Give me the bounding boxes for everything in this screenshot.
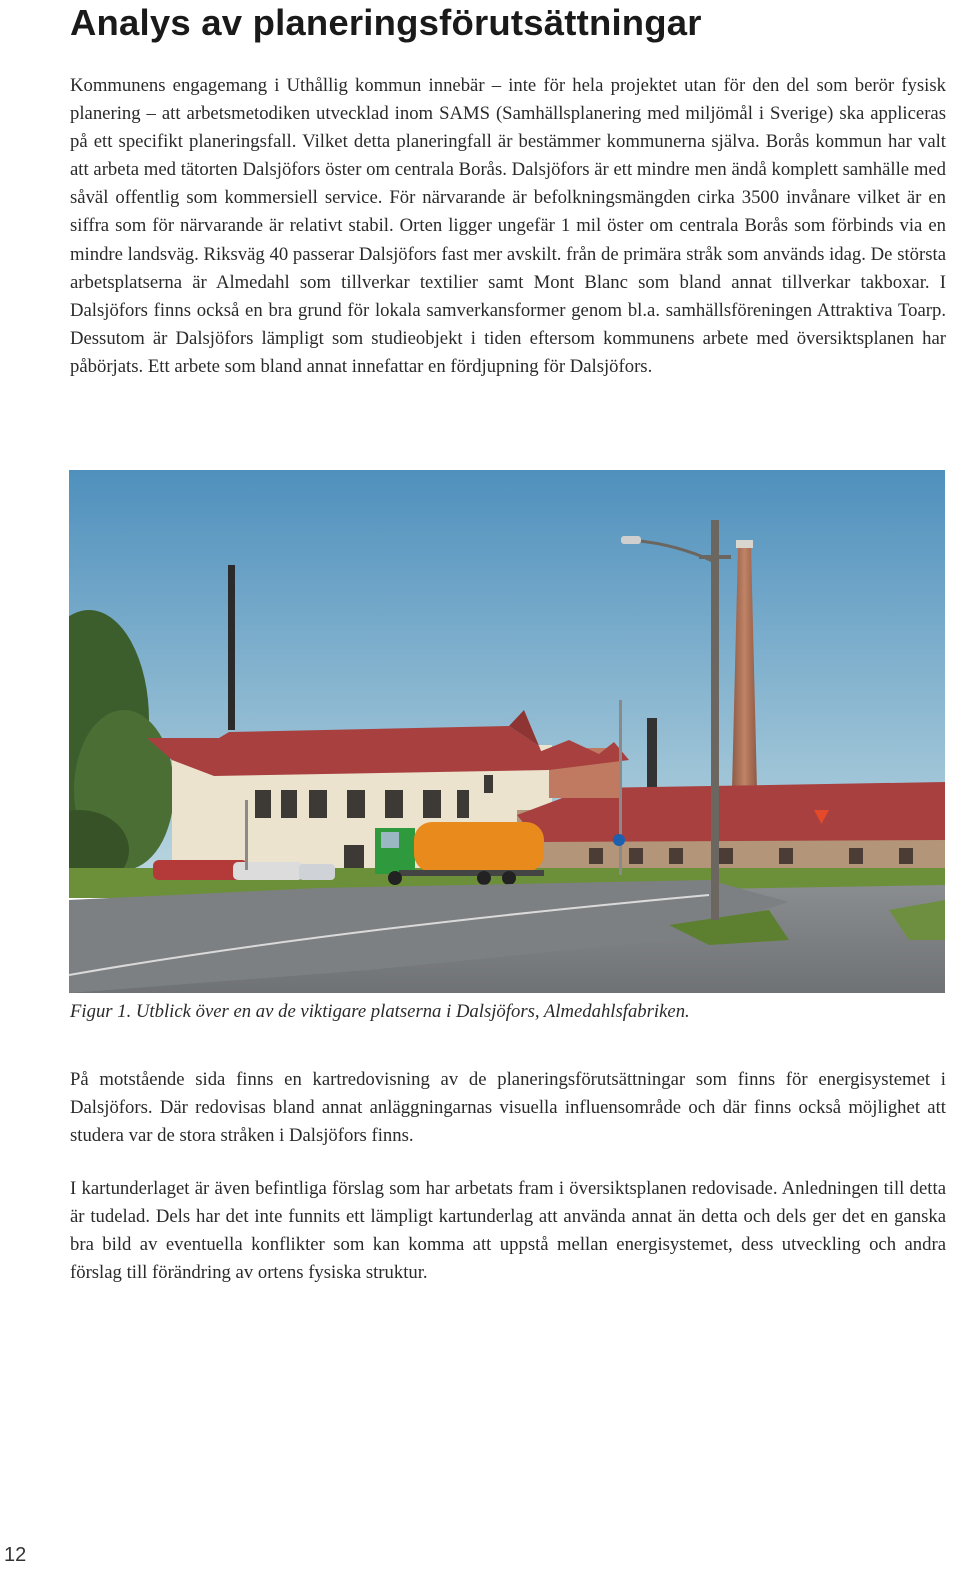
intro-paragraph: Kommunens engagemang i Uthållig kommun innebär – inte för hela projektet utan för den del som berör fysisk planering – att arbetsmetodiken utvecklad inom SAMS (Samhällsplanering med miljömål i Sverige) ska appliceras på ett specifikt planeringsfall. Vilket detta planeringfall är bestämmer kommunerna själva. Borås kommun har valt att arbeta med tätorten Dalsjöfors öster om centrala Borås. Dalsjöfors är ett mindre men ändå komplett samhälle med såväl offentlig som kommersiell service. För närvarande är befolkningsmängden cirka 3500 invånare vilket är en siffra som för närvarande är relativt stabil. Orten ligger ungefär 1 mil öster om centrala Borås som förbinds via en mindre landsväg. Riksväg 40 passerar Dalsjöfors fast mer avskilt. från de primära stråk som används idag. De största arbetsplatserna är Almedahl som tillverkar textilier samt Mont Blanc som bland annat tillverkar takboxar. I Dalsjöfors finns också en bra grund för lokala samverkansformer genom bl.a. samhällsföreningen Attraktiva Toarp. Dessutom är Dalsjöfors lämpligt som studieobjekt i tiden eftersom kommunens arbete med översiktsplanen har påbörjats. Ett arbete som bland annat innefattar en fördjupning för Dalsjöfors.: [70, 75, 946, 377]
almedahl-factory-photo: [69, 470, 945, 993]
map-basis-paragraph: I kartunderlaget är även befintliga förslag som har arbetats fram i översiktsplanen redovisade. Anledningen till detta är tudelad. Dels har det inte funnits ett lämpligt kartunderlag att använda annat än detta och dels ger det en ganska bra bild av eventuella konflikter som kan komma att uppstå mellan energisystemet, dess utveckling och andra förslag till förändring av ortens fysiska struktur.: [70, 1178, 946, 1284]
figure-photo: [69, 470, 945, 993]
page-title: Analys av planeringsförutsättningar: [70, 2, 702, 43]
map-description-paragraph: På motstående sida finns en kartredovisning av de planeringsförutsättningar som finns för energisystemet i Dalsjöfors. Där redovisas bland annat anläggningarnas visuella influensområde och där finns också möjlighet att studera var de stora stråken i Dalsjöfors finns.: [70, 1069, 946, 1147]
figure-caption: Figur 1. Utblick över en av de viktigare platserna i Dalsjöfors, Almedahlsfabriken.: [70, 1001, 690, 1022]
page-number: 12: [4, 1544, 27, 1566]
